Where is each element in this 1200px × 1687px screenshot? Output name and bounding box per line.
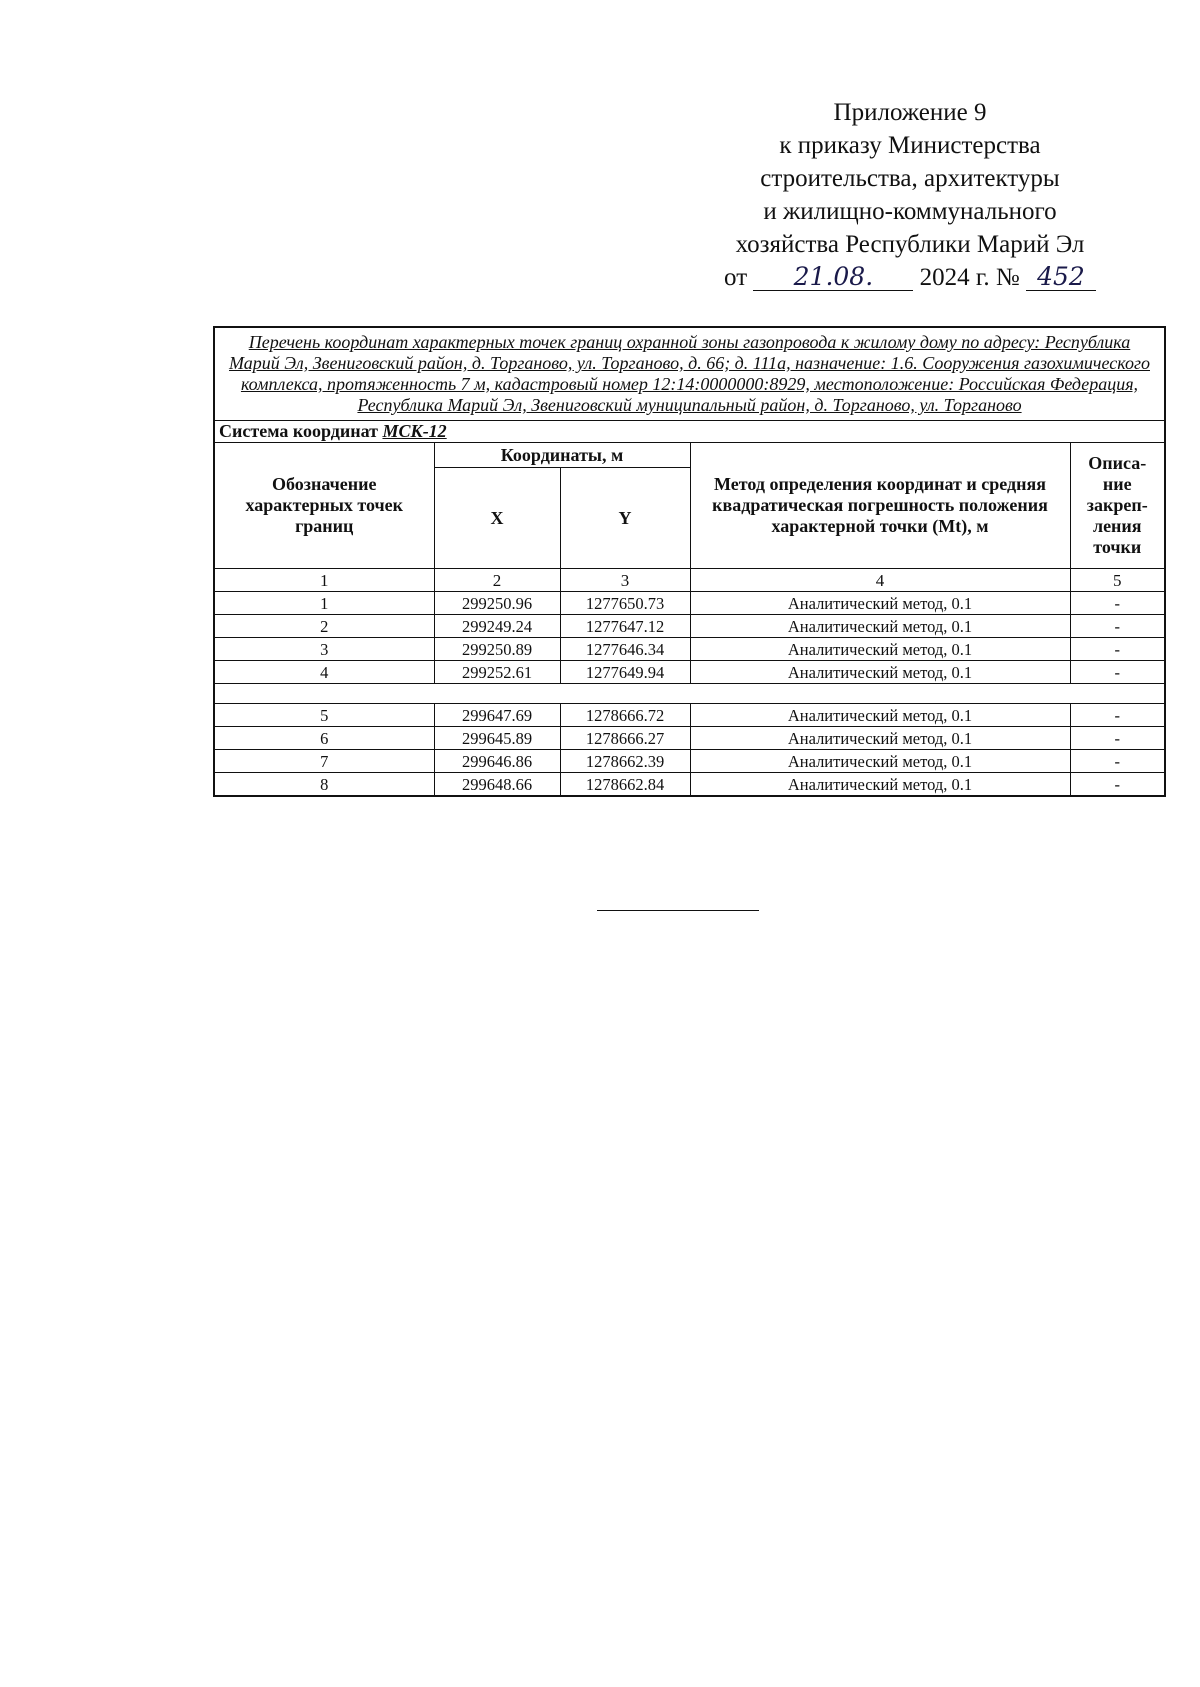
group-separator-row <box>214 684 1165 704</box>
coordinate-system-label: Система координат <box>219 421 378 441</box>
point-number: 7 <box>214 750 434 773</box>
table-row <box>214 592 1165 615</box>
method-value: Аналитический метод, 0.1 <box>690 750 1070 773</box>
header-line: хозяйства Республики Марий Эл <box>735 231 1085 258</box>
x-value: 299648.66 <box>434 773 560 797</box>
column-numbers-row <box>214 569 1165 592</box>
x-value: 299249.24 <box>434 615 560 638</box>
table-row <box>214 773 1165 797</box>
description-value: - <box>1070 727 1165 750</box>
header-line: строительства, архитектуры <box>760 165 1060 192</box>
x-value: 299645.89 <box>434 727 560 750</box>
x-value: 299252.61 <box>434 661 560 684</box>
table-row <box>214 661 1165 684</box>
column-number: 5 <box>1070 569 1165 592</box>
closing-rule <box>597 910 759 911</box>
description-value: - <box>1070 615 1165 638</box>
header-method: Метод определения координат и средняя квадратическая погрешность положения характерной точки (Mt), м <box>690 443 1070 569</box>
description-value: - <box>1070 704 1165 727</box>
point-number: 3 <box>214 638 434 661</box>
x-value: 299250.96 <box>434 592 560 615</box>
header-y: Y <box>560 468 690 569</box>
separator-cell <box>214 684 1165 704</box>
point-number: 4 <box>214 661 434 684</box>
appendix-header <box>700 96 1120 294</box>
column-number: 3 <box>560 569 690 592</box>
point-number: 1 <box>214 592 434 615</box>
order-year: 2024 г. № <box>919 264 1020 291</box>
y-value: 1277650.73 <box>560 592 690 615</box>
point-number: 5 <box>214 704 434 727</box>
method-value: Аналитический метод, 0.1 <box>690 661 1070 684</box>
x-value: 299646.86 <box>434 750 560 773</box>
description-value: - <box>1070 592 1165 615</box>
y-value: 1278662.84 <box>560 773 690 797</box>
y-value: 1278662.39 <box>560 750 690 773</box>
header-line: к приказу Министерства <box>779 132 1041 159</box>
header-line: и жилищно-коммунального <box>763 198 1057 225</box>
table-title: Перечень координат характерных точек границ охранной зоны газопровода к жилому дому по адресу: Республика Марий Эл, Звениговский район, д. Торганово, ул. Торганово, д. 66; д. 111а, назначение: 1.6. Сооружения газохимического комплекса, протяженность 7 м, кадастровый номер 12:14:0000000:8929, местоположение: Российская Федерация, Республика Марий Эл, Звениговский муниципальный район, д. Торганово, ул. Торганово <box>214 327 1165 421</box>
method-value: Аналитический метод, 0.1 <box>690 773 1070 797</box>
y-value: 1277647.12 <box>560 615 690 638</box>
column-number: 2 <box>434 569 560 592</box>
x-value: 299250.89 <box>434 638 560 661</box>
y-value: 1277646.34 <box>560 638 690 661</box>
point-number: 6 <box>214 727 434 750</box>
handwritten-order-number: 452 <box>1026 264 1096 291</box>
description-value: - <box>1070 773 1165 797</box>
description-value: - <box>1070 661 1165 684</box>
description-value: - <box>1070 750 1165 773</box>
header-coordinates: Координаты, м <box>434 443 690 468</box>
point-number: 2 <box>214 615 434 638</box>
y-value: 1278666.72 <box>560 704 690 727</box>
header-point-designation: Обозначение характерных точек границ <box>214 443 434 569</box>
coordinate-system-value: МСК-12 <box>382 421 447 441</box>
method-value: Аналитический метод, 0.1 <box>690 592 1070 615</box>
table-row <box>214 638 1165 661</box>
x-value: 299647.69 <box>434 704 560 727</box>
coordinates-table <box>213 326 1166 797</box>
y-value: 1277649.94 <box>560 661 690 684</box>
method-value: Аналитический метод, 0.1 <box>690 704 1070 727</box>
order-date-line <box>700 261 1120 294</box>
coordinate-system-row <box>214 421 1165 443</box>
column-number: 1 <box>214 569 434 592</box>
column-number: 4 <box>690 569 1070 592</box>
date-prefix: от <box>724 264 748 291</box>
table-row <box>214 750 1165 773</box>
method-value: Аналитический метод, 0.1 <box>690 638 1070 661</box>
table-row <box>214 727 1165 750</box>
point-number: 8 <box>214 773 434 797</box>
method-value: Аналитический метод, 0.1 <box>690 727 1070 750</box>
header-x: X <box>434 468 560 569</box>
y-value: 1278666.27 <box>560 727 690 750</box>
appendix-title: Приложение 9 <box>833 99 987 126</box>
table-row <box>214 615 1165 638</box>
method-value: Аналитический метод, 0.1 <box>690 615 1070 638</box>
header-description: Описа-ние закреп-ления точки <box>1070 443 1165 569</box>
handwritten-date: 21.08. <box>753 264 913 291</box>
description-value: - <box>1070 638 1165 661</box>
table-row <box>214 704 1165 727</box>
